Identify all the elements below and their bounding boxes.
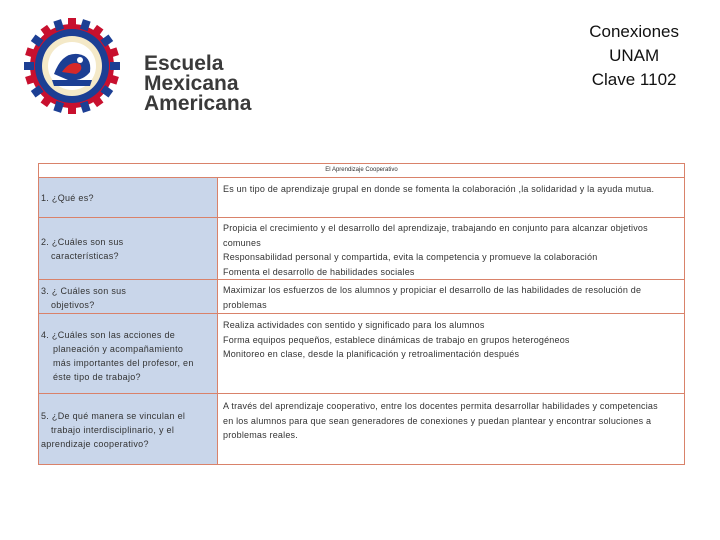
answer-text: Maximizar los esfuerzos de los alumnos y propiciar el desarrollo de las habilidades de resolución de: [223, 285, 642, 295]
answer-cell: [223, 318, 682, 362]
answer-text: Responsabilidad personal y compartida, evita la competencia y promueve la colaboración: [223, 252, 598, 262]
answer-text: Propicia el crecimiento y el desarrollo del aprendizaje, trabajando en conjunto para alcanzar objetivos: [223, 223, 648, 233]
school-name: [144, 54, 251, 114]
question-text: 1. ¿Qué es?: [41, 193, 94, 203]
school-logo: [22, 14, 252, 118]
answer-cell: [223, 399, 682, 443]
table-row: [39, 218, 684, 280]
question-text: éste tipo de trabajo?: [53, 372, 141, 382]
document-header: [589, 20, 679, 92]
question-text: objetivos?: [51, 300, 95, 310]
question-text: más importantes del profesor, en: [53, 358, 194, 368]
question-text: 2. ¿Cuáles son sus: [41, 237, 124, 247]
answer-text: Fomenta el desarrollo de habilidades sociales: [223, 266, 415, 277]
answer-text: Monitoreo en clase, desde la planificación y retroalimentación después: [223, 349, 520, 359]
answer-text: en los alumnos para que sean generadores de conexiones y puedan plantear y encontrar soluciones a: [223, 415, 652, 426]
question-text: aprendizaje cooperativo?: [41, 439, 149, 449]
question-cell: [39, 178, 218, 217]
answer-text: A través del aprendizaje cooperativo, entre los docentes permita desarrollar habilidades y competencias: [223, 401, 658, 411]
question-text: características?: [51, 251, 119, 261]
question-cell: [39, 218, 218, 279]
table-row: [39, 394, 684, 464]
table-row: [39, 178, 684, 218]
question-cell: [39, 280, 218, 313]
answer-text: Forma equipos pequeños, establece dinámicas de trabajo en grupos heterogéneos: [223, 334, 570, 345]
school-name-line2: Mexicana: [144, 72, 239, 95]
header-line1: Conexiones: [589, 22, 679, 41]
header-line2: UNAM: [609, 46, 660, 65]
header-line3: Clave 1102: [591, 70, 677, 89]
school-name-line1: Escuela: [144, 52, 224, 75]
answer-text: Realiza actividades con sentido y significado para los alumnos: [223, 320, 485, 330]
question-text: trabajo interdisciplinario, y el: [51, 425, 175, 435]
answer-cell: [223, 221, 682, 279]
answer-text: problemas reales.: [223, 430, 298, 440]
answer-text: problemas: [223, 299, 267, 310]
question-cell: [39, 314, 218, 393]
question-text: 4. ¿Cuáles son las acciones de: [41, 330, 176, 340]
question-text: 5. ¿De qué manera se vinculan el: [41, 411, 186, 421]
answer-text: Es un tipo de aprendizaje grupal en donde se fomenta la colaboración ,la solidaridad y la ayuda mutua.: [223, 184, 655, 194]
table-title: El Aprendizaje Cooperativo: [39, 164, 684, 178]
school-seal-icon: [22, 16, 122, 116]
table-row: [39, 314, 684, 394]
answer-cell: [223, 182, 682, 197]
question-cell: [39, 394, 218, 464]
questions-table: [38, 163, 685, 465]
question-text: planeación y acompañamiento: [53, 344, 184, 354]
question-text: 3. ¿ Cuáles son sus: [41, 286, 127, 296]
school-name-line3: Americana: [144, 92, 252, 115]
answer-text: comunes: [223, 237, 261, 248]
answer-cell: [223, 283, 682, 312]
table-row: [39, 280, 684, 314]
